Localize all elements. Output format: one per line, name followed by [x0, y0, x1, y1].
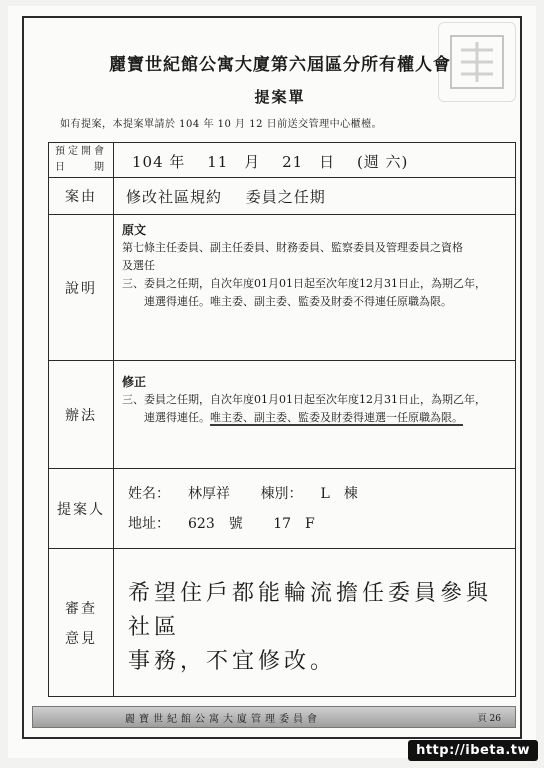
subject-row	[49, 178, 516, 215]
date-day: 21 日	[282, 153, 336, 171]
document-subtitle: 提案單	[254, 88, 306, 106]
proposer-floor: 17 F	[273, 516, 315, 532]
explanation-row	[49, 215, 516, 361]
opinion-label: 審查 意見	[49, 549, 114, 697]
method-text: 修正 三、委員之任期，自次年度01月01日起至次年度12月31日止，為期乙年， 連選得連任。唯主委、副主委、監委及財委得連選一任原職為限。	[114, 361, 516, 469]
proposer-building: L 棟	[320, 486, 358, 502]
subject-label: 案由	[49, 178, 114, 215]
meeting-date	[114, 143, 516, 178]
explanation-text: 原文 第七條主任委員、副主任委員、財務委員、監察委員及管理委員之資格 及選任 三、委員之任期，自次年度01月01日起至次年度12月31日止，為期乙年， 連選得連任。唯主委、副主委、監委及財委不得連任原職為限。	[114, 215, 516, 361]
date-year: 104 年	[132, 153, 186, 171]
proposer-label: 提案人	[49, 469, 114, 549]
footer-organization: 麗寶世紀館公寓大廈管理委員會	[125, 714, 321, 725]
page-number: 頁 26	[477, 714, 501, 724]
opinion-text: 希望住戶都能輪流擔任委員參與社區 事務，不宜修改。	[114, 549, 516, 697]
method-label: 辦法	[49, 361, 114, 469]
date-label: 預定開會 日 期	[49, 143, 114, 178]
explanation-label: 說明	[49, 215, 114, 361]
source-watermark: http://ibeta.tw	[408, 740, 538, 761]
proposer-name: 林厚祥	[188, 486, 230, 502]
proposal-form-table	[48, 142, 516, 697]
page-footer	[32, 706, 516, 728]
date-month: 11 月	[207, 153, 261, 171]
date-row	[49, 143, 516, 178]
proposer-info: 姓名： 林厚祥 棟別： L 棟 地址： 623 號 17 F	[114, 469, 516, 549]
proposer-row	[49, 469, 516, 549]
document-title: 麗寶世紀館公寓大廈第六屆區分所有權人會	[109, 55, 451, 75]
opinion-row	[49, 549, 516, 697]
submission-notice: 如有提案，本提案單請於 104 年 10 月 12 日前送交管理中心櫃檯。	[60, 119, 383, 130]
subject-text: 修改社區規約 委員之任期	[114, 178, 516, 215]
proposer-number: 623 號	[188, 516, 243, 532]
method-row	[49, 361, 516, 469]
date-weekday: (週 六)	[356, 153, 409, 171]
amended-clause: 唯主委、副主委、監委及財委得連選一任原職為限。	[210, 411, 463, 424]
